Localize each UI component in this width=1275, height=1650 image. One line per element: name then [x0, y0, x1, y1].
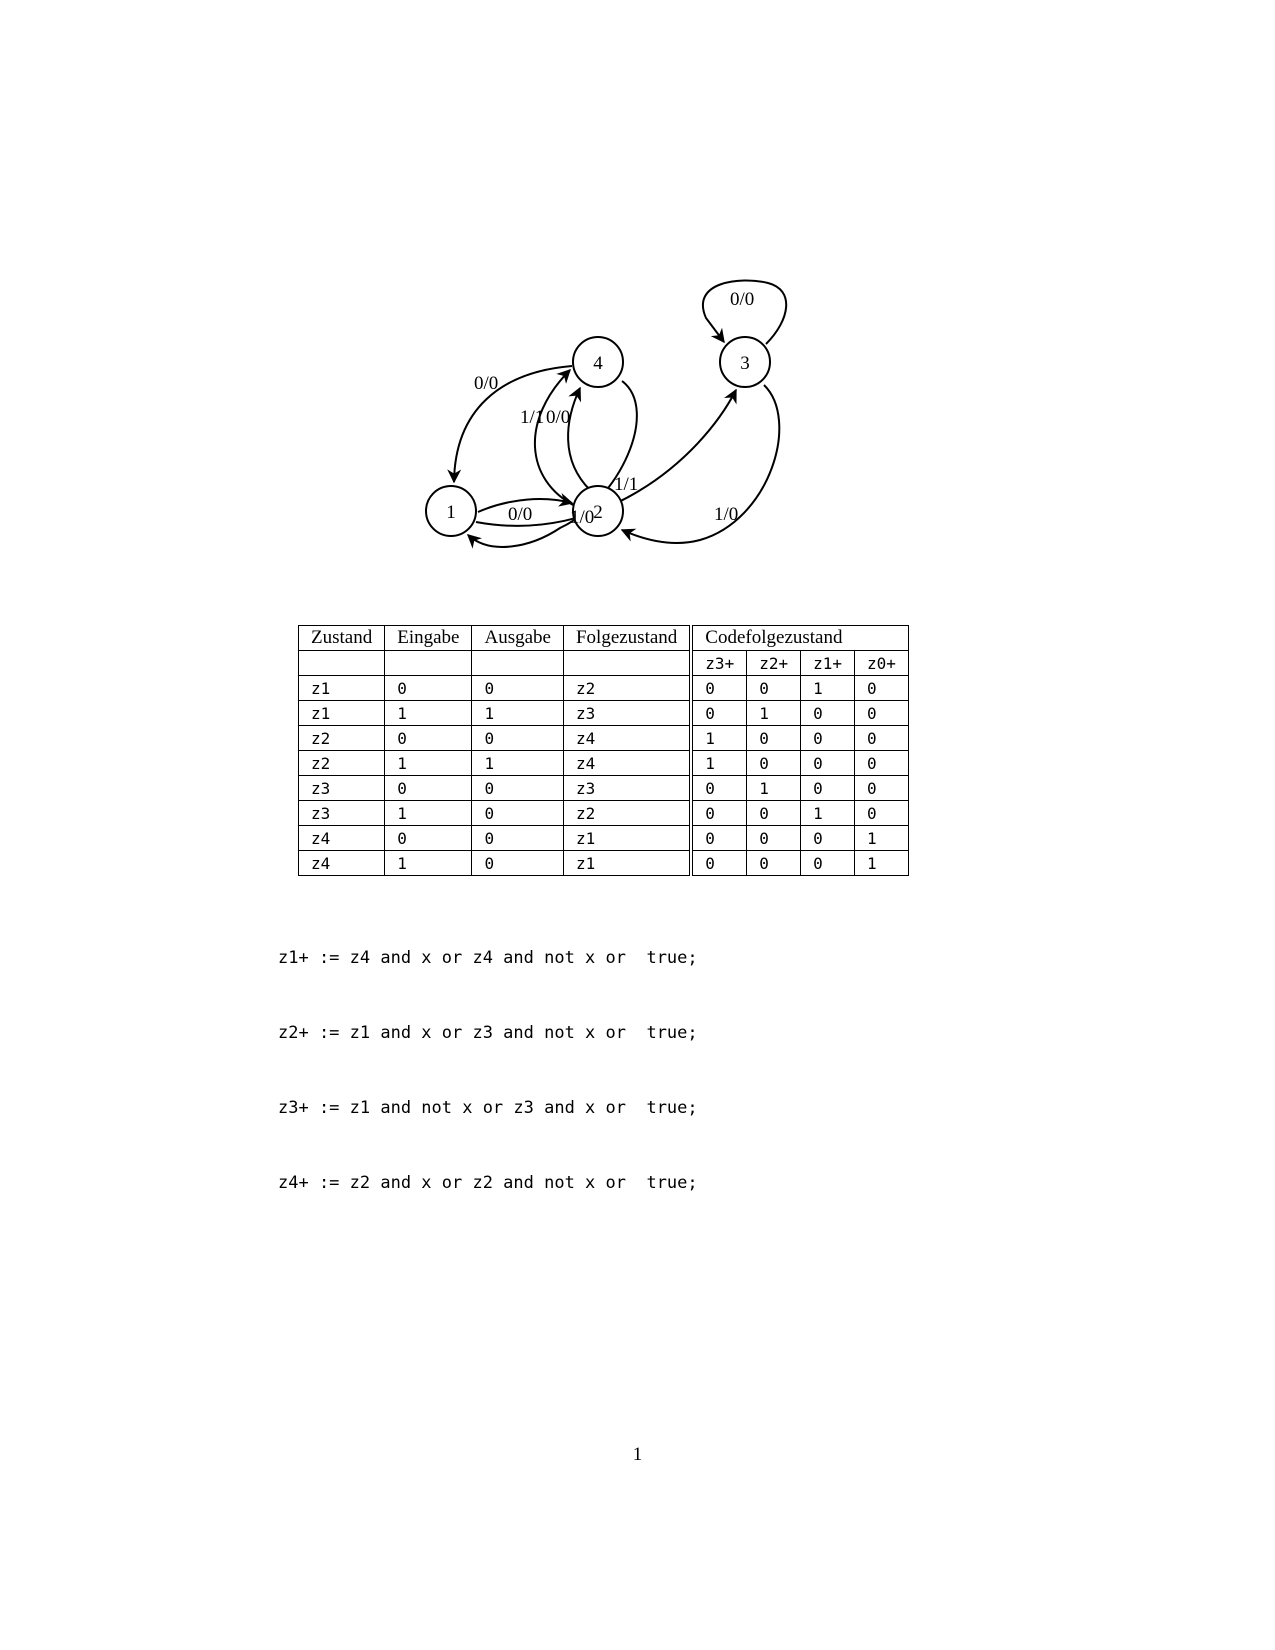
table-cell: z4	[299, 851, 385, 876]
table-cell: 1	[385, 751, 472, 776]
table-body	[299, 676, 909, 876]
table-row	[299, 826, 909, 851]
header-z3plus: z3+	[691, 651, 746, 676]
table-cell: z4	[563, 726, 691, 751]
table-cell: 0	[801, 751, 855, 776]
table-cell: 0	[747, 676, 801, 701]
table-cell: z2	[563, 676, 691, 701]
state-node-2-label: 2	[593, 502, 603, 523]
table-cell: 0	[855, 751, 909, 776]
table-cell: 0	[472, 801, 563, 826]
edge-label-3-to-2: 1/0	[714, 504, 739, 525]
table-cell: 0	[801, 826, 855, 851]
edge-label-3-loop: 0/0	[730, 289, 755, 310]
state-node-3-label: 3	[740, 353, 750, 374]
table-cell: 0	[801, 726, 855, 751]
table-row	[299, 851, 909, 876]
table-cell: 0	[385, 726, 472, 751]
header-codefolgezustand: Codefolgezustand	[691, 626, 908, 651]
table-cell: 0	[801, 701, 855, 726]
header-ausgabe: Ausgabe	[472, 626, 563, 651]
table-cell: 0	[747, 826, 801, 851]
table-row	[299, 701, 909, 726]
subheader-empty	[472, 651, 563, 676]
table-cell: 0	[472, 676, 563, 701]
table-cell: 1	[472, 751, 563, 776]
table-row	[299, 776, 909, 801]
table-cell: z2	[299, 726, 385, 751]
table-cell: 0	[747, 851, 801, 876]
table-cell: 1	[747, 776, 801, 801]
edge-label-2-to-4-right: 0/0	[546, 407, 571, 428]
equation-line: z1+ := z4 and x or z4 and not x or true;	[278, 948, 698, 968]
table-cell: 0	[855, 676, 909, 701]
table-row	[299, 676, 909, 701]
table-cell: 0	[801, 851, 855, 876]
equation-line: z3+ := z1 and not x or z3 and x or true;	[278, 1098, 698, 1118]
page-number: 1	[632, 1444, 643, 1465]
table-cell: 0	[691, 701, 746, 726]
table-cell: z4	[563, 751, 691, 776]
state-diagram	[0, 0, 1275, 600]
state-node-4-label: 4	[593, 353, 603, 374]
header-folgezustand: Folgezustand	[563, 626, 691, 651]
table-cell: 0	[385, 826, 472, 851]
edge-label-1-to-3: 1/1	[614, 474, 639, 495]
edge-label-4-to-1-lower: 1/0	[570, 507, 595, 528]
table-cell: z2	[299, 751, 385, 776]
table-cell: z1	[299, 701, 385, 726]
table-cell: 0	[472, 851, 563, 876]
subheader-empty	[299, 651, 385, 676]
table-cell: 0	[385, 676, 472, 701]
table-cell: z3	[299, 801, 385, 826]
table-cell: 0	[855, 801, 909, 826]
table-cell: 1	[691, 726, 746, 751]
table-cell: z3	[299, 776, 385, 801]
table-row	[299, 751, 909, 776]
state-transition-table	[298, 625, 909, 876]
edge-label-1-to-2: 0/0	[508, 504, 533, 525]
table-cell: 0	[855, 726, 909, 751]
equation-line: z2+ := z1 and x or z3 and not x or true;	[278, 1023, 698, 1043]
table-cell: z4	[299, 826, 385, 851]
table-cell: 0	[855, 776, 909, 801]
header-z2plus: z2+	[747, 651, 801, 676]
table-cell: 0	[747, 801, 801, 826]
header-z1plus: z1+	[801, 651, 855, 676]
state-node-4	[573, 337, 623, 387]
table-cell: 1	[385, 801, 472, 826]
table-cell: 0	[472, 826, 563, 851]
table-cell: 1	[801, 801, 855, 826]
edge-label-2-to-4-left: 1/1	[520, 407, 545, 428]
table-cell: 0	[385, 776, 472, 801]
table-cell: 1	[855, 851, 909, 876]
state-node-3	[720, 337, 770, 387]
table-row	[299, 801, 909, 826]
table-cell: 0	[747, 751, 801, 776]
table-header-row	[299, 626, 909, 651]
table-cell: 0	[472, 726, 563, 751]
table-cell: 0	[691, 801, 746, 826]
equations-block	[278, 896, 698, 1221]
equation-line: z4+ := z2 and x or z2 and not x or true;	[278, 1173, 698, 1193]
header-eingabe: Eingabe	[385, 626, 472, 651]
table-cell: z3	[563, 701, 691, 726]
table-cell: 1	[747, 701, 801, 726]
table-cell: 0	[747, 726, 801, 751]
subheader-empty	[563, 651, 691, 676]
table-cell: 0	[691, 676, 746, 701]
table-cell: 0	[472, 776, 563, 801]
table-cell: 1	[385, 851, 472, 876]
table-cell: 1	[691, 751, 746, 776]
state-node-1-label: 1	[446, 502, 456, 523]
table-cell: z1	[299, 676, 385, 701]
table-cell: 0	[691, 776, 746, 801]
table-cell: 0	[801, 776, 855, 801]
table-cell: 0	[855, 701, 909, 726]
table-cell: z1	[563, 826, 691, 851]
table-row	[299, 726, 909, 751]
table-cell: 0	[691, 851, 746, 876]
table-cell: 1	[801, 676, 855, 701]
header-zustand: Zustand	[299, 626, 385, 651]
subheader-empty	[385, 651, 472, 676]
table-subheader-row	[299, 651, 909, 676]
edge-label-4-to-1: 0/0	[474, 373, 499, 394]
state-node-1	[426, 486, 476, 536]
edge-2-to-4-right	[568, 388, 590, 490]
table-cell: z2	[563, 801, 691, 826]
table-cell: z3	[563, 776, 691, 801]
table-cell: 0	[691, 826, 746, 851]
edge-3-to-2	[622, 385, 779, 543]
table-cell: 1	[472, 701, 563, 726]
table-cell: 1	[855, 826, 909, 851]
table-cell: z1	[563, 851, 691, 876]
table-cell: 1	[385, 701, 472, 726]
header-z0plus: z0+	[855, 651, 909, 676]
